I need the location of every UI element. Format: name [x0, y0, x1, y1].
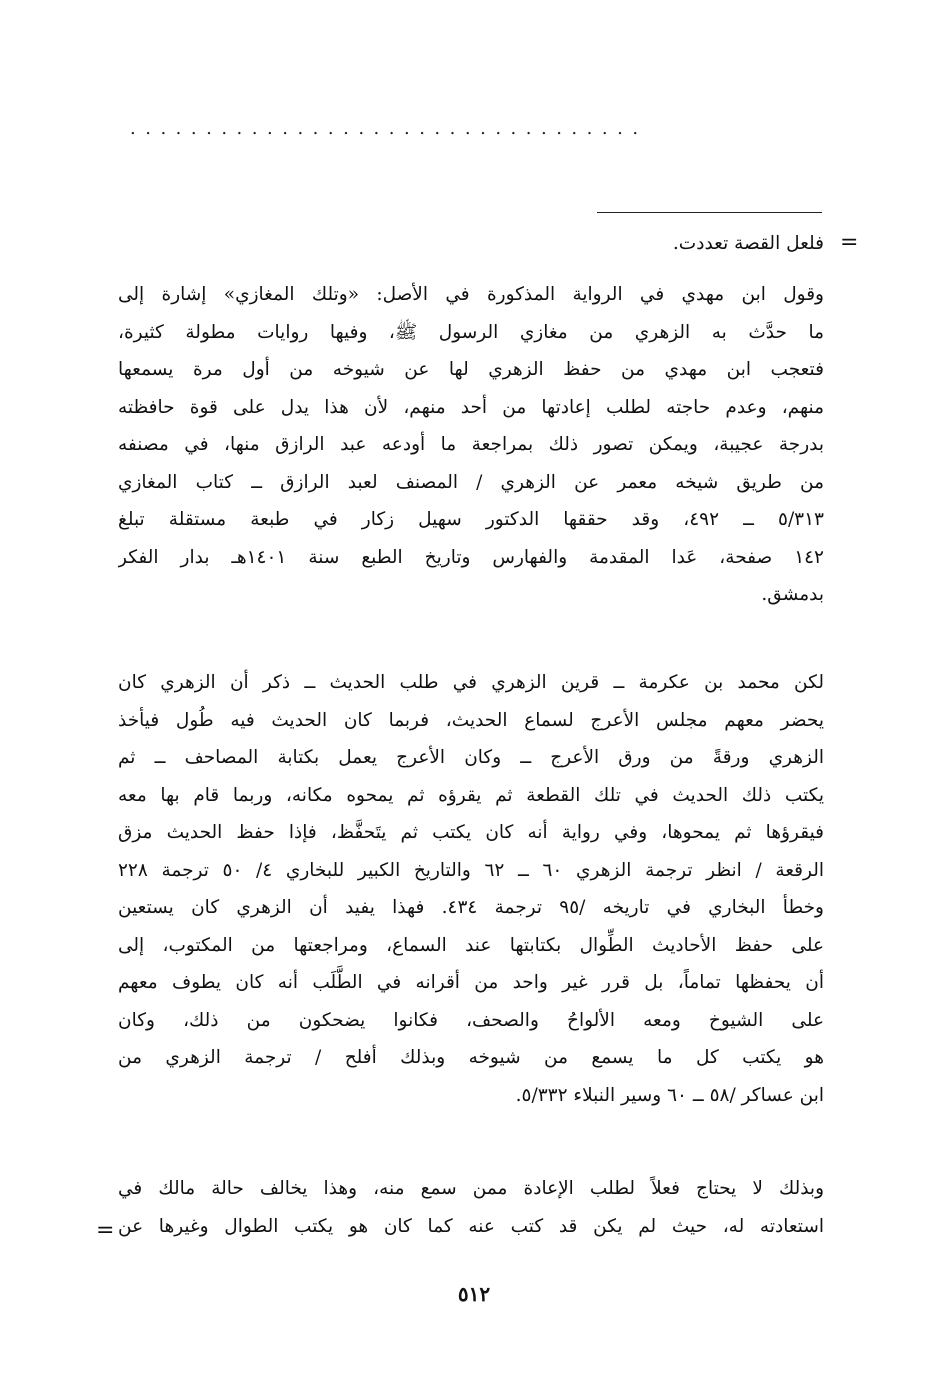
text-line: وقول ابن مهدي في الرواية المذكورة في الأصل: «وتلك المغازي» إشارة إلى — [118, 284, 824, 305]
text-line: يكتب ذلك الحديث في تلك القطعة ثم يقرؤه ثم يمحوه مكانه، وربما قام بها معه — [118, 784, 824, 806]
text-line: وبذلك لا يحتاج فعلاً لطلب الإعادة ممن سمع منه، وهذا يخالف حالة مالك في — [118, 1178, 824, 1199]
paragraph-2 — [118, 276, 824, 614]
text-line: فتعجب ابن مهدي من حفظ الزهري لها عن شيوخه من أول مرة يسمعها — [118, 359, 824, 380]
page-number: ٥١٢ — [457, 1282, 491, 1306]
text-line: استعادته له، حيث لم يكن قد كتب عنه كما كان هو يكتب الطوال وغيرها عن — [118, 1215, 824, 1237]
text-line: هو يكتب كل ما يسمع من شيوخه وبذلك أفلح / ترجمة الزهري من — [118, 1047, 824, 1068]
text-line: من طريق شيخه معمر عن الزهري / المصنف لعبد الرازق ــ كتاب المغازي — [118, 471, 824, 493]
text-line: ١٤٢ صفحة، عَدا المقدمة والفهارس وتاريخ الطبع سنة ١٤٠١هـ بدار الفكر — [118, 546, 824, 568]
text-line: يحضر معهم مجلس الأعرج لسماع الحديث، فربما كان الحديث فيه طُول فيأخذ — [118, 709, 824, 731]
text-line: الزهري ورقةً من ورق الأعرج ــ وكان الأعرج يعمل بكتابة المصاحف ــ ثم — [118, 747, 824, 768]
continuation-mark-top: = — [840, 230, 859, 255]
text-line: وخطأ البخاري في تاريخه /٩٥ ترجمة ٤٣٤. فهذا يفيد أن الزهري كان يستعين — [118, 897, 824, 918]
dotted-separator: .................................. — [130, 118, 648, 138]
paragraph-3 — [118, 664, 824, 1114]
paragraph-4 — [118, 1170, 824, 1245]
text-line: ابن عساكر /٥٨ ــ ٦٠ وسير النبلاء ٥/٣٣٢. — [515, 1084, 824, 1106]
text-line: فيقرؤها ثم يمحوها، وفي رواية أنه كان يكتب ثم يتَحفَّظ، فإذا حفظ الحديث مزق — [118, 822, 824, 843]
footnote-rule — [597, 212, 822, 213]
text-line: أن يحفظها تماماً، بل قرر غير واحد من أقرانه في الطَّلَب أنه كان يطوف معهم — [118, 972, 824, 993]
continuation-mark-bottom: = — [96, 1218, 115, 1243]
text-line: لكن محمد بن عكرمة ــ قرين الزهري في طلب الحديث ــ ذكر أن الزهري كان — [118, 672, 824, 693]
text-line: على الشيوخ ومعه الألواحُ والصحف، فكانوا يضحكون من ذلك، وكان — [118, 1009, 824, 1031]
text-line: بدرجة عجيبة، ويمكن تصور ذلك بمراجعة ما أودعه عبد الرازق منها، في مصنفه — [118, 434, 824, 455]
text-line: منهم، وعدم حاجته لطلب إعادتها من أحد منهم، لأن هذا يدل على قوة حافظته — [118, 396, 824, 418]
text-line: الرقعة / انظر ترجمة الزهري ٦٠ ــ ٦٢ والتاريخ الكبير للبخاري ٤/ ٥٠ ترجمة ٢٢٨ — [118, 859, 824, 881]
text-line: فلعل القصة تعددت. — [672, 233, 824, 254]
text-line: على حفظ الأحاديث الطِّوال بكتابتها عند السماع، ومراجعتها من المكتوب، إلى — [118, 934, 824, 956]
paragraph-1 — [118, 225, 824, 263]
text-line: ما حدَّث به الزهري من مغازي الرسول ﷺ، وفيها روايات مطولة كثيرة، — [118, 321, 824, 343]
text-line: بدمشق. — [761, 584, 824, 605]
text-line: ٥/٣١٣ ــ ٤٩٢، وقد حققها الدكتور سهيل زكار في طبعة مستقلة تبلغ — [118, 509, 824, 530]
